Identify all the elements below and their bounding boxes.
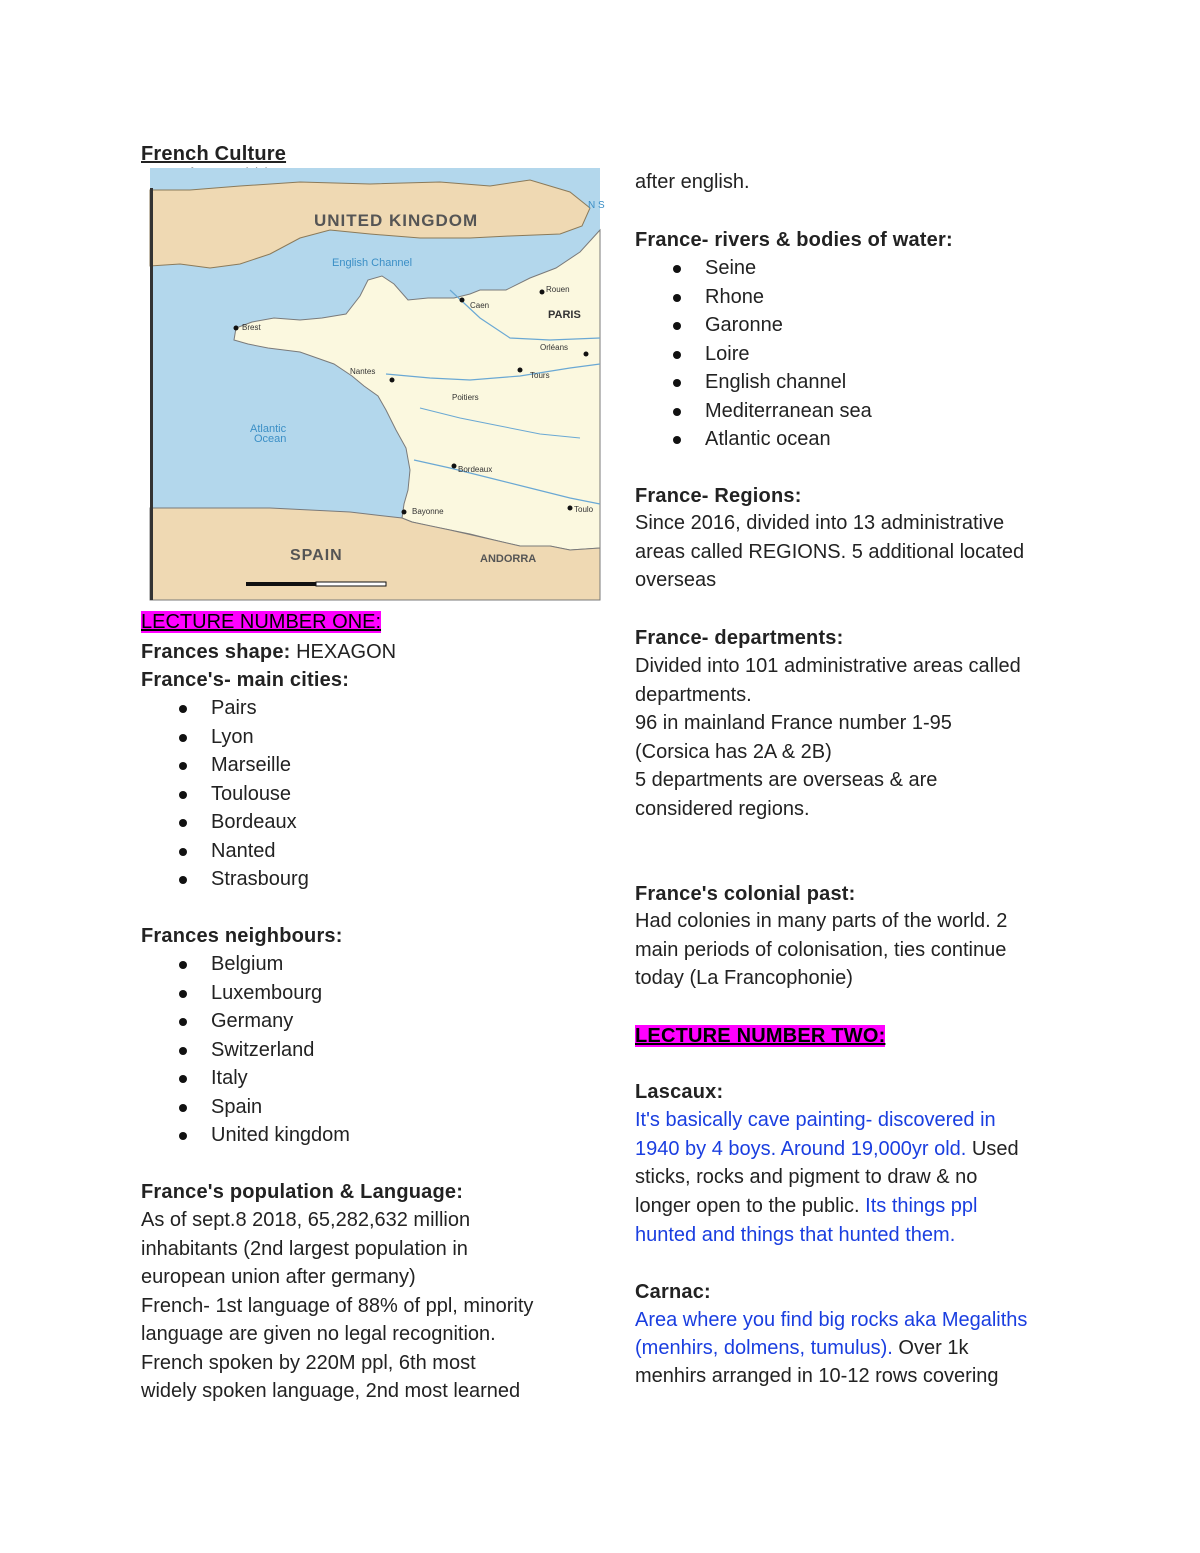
lascaux-line-4	[635, 1192, 977, 1220]
city-item-label: Nanted	[211, 839, 276, 862]
carnac-line-1: Area where you find big rocks aka Megaliths	[635, 1309, 1028, 1331]
map-scale-bar-2	[316, 582, 386, 586]
river-item-label: Atlantic ocean	[705, 428, 831, 450]
bullet-dot-icon	[673, 351, 681, 359]
map-label-rouen: Rouen	[546, 285, 570, 294]
population-heading: France's population & Language:	[141, 1181, 464, 1203]
colonial-line: today (La Francophonie)	[635, 967, 853, 989]
cities-heading: France's- main cities:	[141, 669, 350, 691]
map-label-orleans: Orléans	[540, 343, 569, 352]
map-label-channel: English Channel	[332, 257, 413, 269]
map-dot-nantes	[390, 378, 395, 383]
map-label-tours: Tours	[530, 371, 550, 380]
map-of-france	[150, 168, 605, 600]
map-label-andorra: ANDORRA	[480, 553, 537, 565]
bullet-dot-icon	[179, 961, 187, 969]
departments-line: considered regions.	[635, 797, 810, 820]
lascaux-line-3: sticks, rocks and pigment to draw & no	[635, 1166, 978, 1188]
city-item-label: Marseille	[211, 754, 292, 776]
map-dot-toulouse	[568, 506, 573, 511]
departments-heading: France- departments:	[635, 627, 844, 649]
neighbour-item-label: Spain	[211, 1095, 263, 1118]
shape-label: Frances shape:	[141, 641, 291, 663]
carnac-heading: Carnac:	[635, 1281, 711, 1303]
bullet-dot-icon	[179, 1132, 187, 1140]
neighbour-item-label: Germany	[211, 1010, 294, 1032]
map-label-toulouse: Toulo	[574, 505, 594, 514]
bullet-dot-icon	[179, 1104, 187, 1112]
map-dot-bayonne	[402, 510, 407, 515]
neighbour-item-label: Switzerland	[211, 1038, 315, 1061]
colonial-line: Had colonies in many parts of the world. 2	[635, 910, 1008, 932]
carnac-line-2	[635, 1334, 968, 1362]
lascaux-heading: Lascaux:	[635, 1081, 724, 1103]
neighbour-item-label: United kingdom	[211, 1124, 350, 1146]
neighbour-item-label: Belgium	[211, 953, 284, 975]
city-item-label: Pairs	[211, 697, 257, 719]
regions-line: areas called REGIONS. 5 additional located	[635, 540, 1025, 563]
shape-line	[141, 638, 396, 666]
bullet-dot-icon	[179, 1075, 187, 1083]
map-dot-tours	[518, 368, 523, 373]
document-title: French Culture	[141, 143, 287, 165]
bullet-dot-icon	[673, 379, 681, 387]
river-item-label: Mediterranean sea	[705, 399, 872, 422]
lecture-two-heading	[635, 1022, 885, 1050]
lascaux-line-2-blue: 1940 by 4 boys. Around 19,000yr old.	[635, 1138, 967, 1160]
lascaux-line-4-blue: Its things ppl	[865, 1195, 978, 1217]
departments-line: 96 in mainland France number 1-95	[635, 712, 952, 734]
regions-line: overseas	[635, 569, 717, 591]
river-item-label: Seine	[705, 257, 757, 279]
lascaux-line-4-start: longer open to the public.	[635, 1195, 866, 1217]
city-item-label: Lyon	[211, 725, 254, 748]
map-label-spain: SPAIN	[290, 547, 343, 564]
map-label-poitiers: Poitiers	[452, 393, 479, 402]
map-label-ocean: Ocean	[254, 433, 287, 445]
bullet-dot-icon	[179, 705, 187, 713]
bullet-dot-icon	[179, 762, 187, 770]
lascaux-line-2	[635, 1135, 1019, 1163]
map-frame	[150, 188, 153, 600]
bullet-dot-icon	[179, 1047, 187, 1055]
bullet-dot-icon	[179, 990, 187, 998]
bullet-dot-icon	[179, 1018, 187, 1026]
population-line: French- 1st language of 88% of ppl, minority	[141, 1294, 534, 1317]
departments-line: departments.	[635, 683, 752, 706]
city-item-label: Bordeaux	[211, 811, 297, 833]
map-dot-brest	[234, 326, 239, 331]
bullet-dot-icon	[673, 294, 681, 302]
shape-value: HEXAGON	[290, 641, 397, 663]
bullet-dot-icon	[179, 734, 187, 742]
population-line: inhabitants (2nd largest population in	[141, 1237, 468, 1260]
map-label-nantes: Nantes	[350, 367, 376, 376]
bullet-dot-icon	[179, 791, 187, 799]
population-line: As of sept.8 2018, 65,282,632 million	[141, 1209, 471, 1231]
bullet-dot-icon	[179, 819, 187, 827]
map-label-uk: UNITED KINGDOM	[314, 211, 479, 230]
bullet-dot-icon	[179, 876, 187, 884]
bullet-dot-icon	[179, 848, 187, 856]
bullet-dot-icon	[673, 265, 681, 273]
bullet-dot-icon	[673, 436, 681, 444]
population-line: widely spoken language, 2nd most learned	[141, 1380, 521, 1402]
map-dot-rouen	[540, 290, 545, 295]
city-item-label: Strasbourg	[211, 868, 309, 890]
map-label-atlantic: Atlantic	[250, 423, 287, 435]
regions-heading: France- Regions:	[635, 485, 802, 507]
map-label-bayonne: Bayonne	[412, 507, 444, 516]
neighbour-item-label: Luxembourg	[211, 981, 323, 1004]
map-dot-caen	[460, 298, 465, 303]
city-item-label: Toulouse	[211, 782, 292, 805]
carnac-line-2-rest: Over 1k	[892, 1337, 969, 1359]
colonial-heading: France's colonial past:	[635, 883, 856, 905]
map-dot-orleans	[584, 352, 589, 357]
map-label-brest: Brest	[242, 323, 261, 332]
departments-line: 5 departments are overseas & are	[635, 769, 938, 791]
lascaux-line-5: hunted and things that hunted them.	[635, 1224, 956, 1246]
map-label-corner: N S	[588, 200, 605, 211]
continuation-text: after english.	[635, 171, 750, 193]
carnac-line-2-blue: (menhirs, dolmens, tumulus).	[635, 1337, 893, 1359]
lascaux-line-1: It's basically cave painting- discovered in	[635, 1109, 996, 1131]
river-item-label: English channel	[705, 371, 847, 393]
bullet-dot-icon	[673, 408, 681, 416]
colonial-line: main periods of colonisation, ties continue	[635, 938, 1007, 961]
river-item-label: Loire	[705, 342, 750, 365]
rivers-heading: France- rivers & bodies of water:	[635, 229, 953, 251]
departments-line: Divided into 101 administrative areas called	[635, 655, 1021, 677]
river-item-label: Garonne	[705, 314, 783, 336]
neighbours-heading: Frances neighbours:	[141, 925, 343, 947]
map-scale-bar	[246, 582, 316, 586]
neighbour-item-label: Italy	[211, 1067, 248, 1089]
lecture-one-label: LECTURE NUMBER ONE:	[141, 611, 382, 633]
map-label-paris: PARIS	[548, 309, 581, 321]
lascaux-line-2-rest: Used	[966, 1138, 1019, 1160]
river-item-label: Rhone	[705, 285, 764, 308]
carnac-line-3: menhirs arranged in 10-12 rows covering	[635, 1365, 999, 1387]
map-label-bordeaux: Bordeaux	[458, 465, 493, 474]
population-line: French spoken by 220M ppl, 6th most	[141, 1351, 476, 1374]
population-line: language are given no legal recognition.	[141, 1323, 496, 1345]
map-label-caen: Caen	[470, 301, 490, 310]
bullet-dot-icon	[673, 322, 681, 330]
lecture-two-label: LECTURE NUMBER TWO:	[635, 1025, 886, 1047]
population-line: european union after germany)	[141, 1266, 416, 1288]
departments-line: (Corsica has 2A & 2B)	[635, 740, 832, 763]
regions-line: Since 2016, divided into 13 administrative	[635, 512, 1005, 534]
map-dot-bordeaux	[452, 464, 457, 469]
lecture-one-heading	[141, 608, 381, 636]
